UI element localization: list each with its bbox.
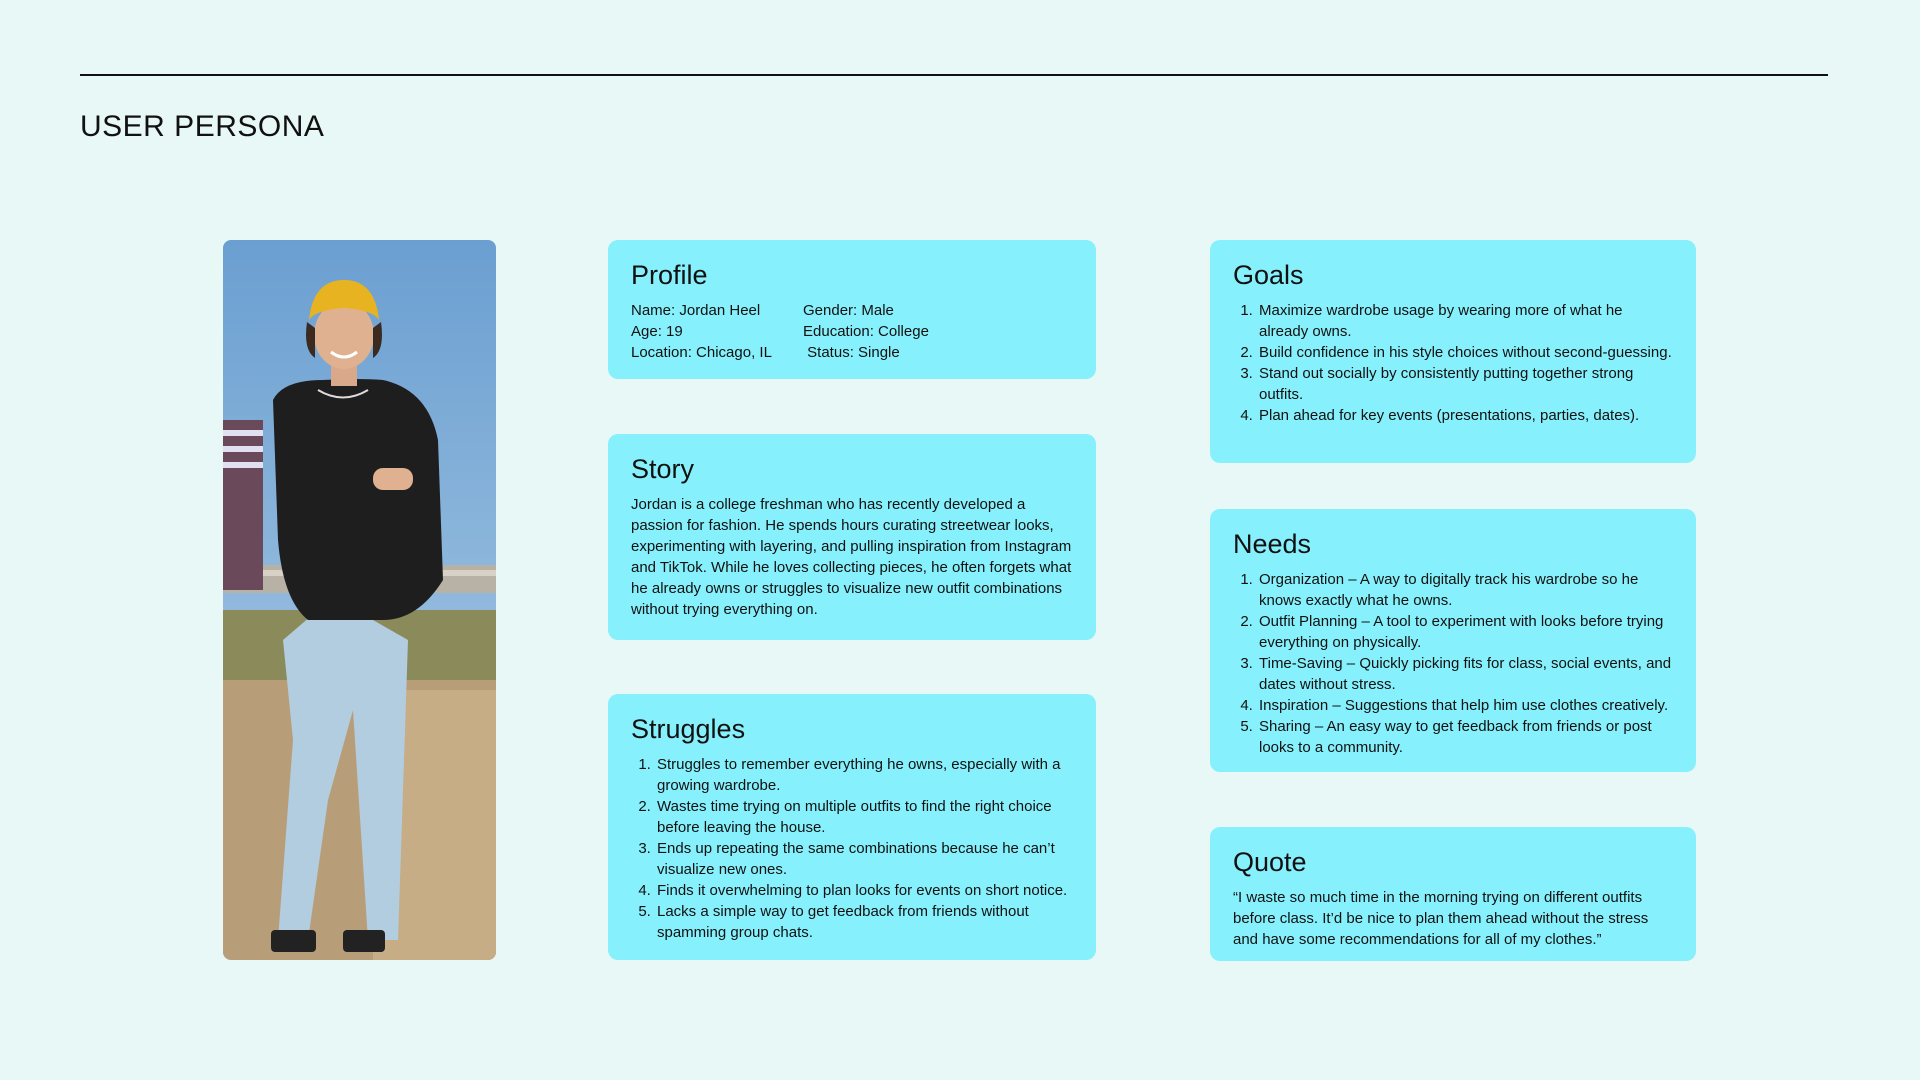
list-item: 1. Organization – A way to digitally track his wardrobe so he knows exactly what he owns.: [1257, 569, 1674, 611]
struggles-title: Struggles: [631, 714, 746, 744]
profile-card: [608, 240, 1096, 379]
list-item: 2. Wastes time trying on multiple outfits to find the right choice before leaving the house.: [655, 796, 1074, 838]
struggles-list: [631, 754, 1074, 943]
list-item: 5. Lacks a simple way to get feedback from friends without spamming group chats.: [655, 901, 1074, 943]
profile-gender: Gender: Male: [803, 302, 894, 319]
profile-status: Status: Single: [803, 344, 900, 361]
profile-title: Profile: [631, 260, 708, 290]
list-item: 3. Ends up repeating the same combinations because he can’t visualize new ones.: [655, 838, 1074, 880]
goals-card: [1210, 240, 1696, 463]
list-item: 1. Maximize wardrobe usage by wearing more of what he already owns.: [1257, 300, 1674, 342]
profile-education: Education: College: [803, 323, 929, 340]
quote-text: “I waste so much time in the morning trying on different outfits before class. It’d be nice to plan them ahead without the stress and have some recommendations for all of my clothes.”: [1233, 889, 1649, 948]
list-item: 3. Stand out socially by consistently putting together strong outfits.: [1257, 363, 1674, 405]
list-item: 1. Struggles to remember everything he owns, especially with a growing wardrobe.: [655, 754, 1074, 796]
list-item: 4. Finds it overwhelming to plan looks for events on short notice.: [655, 880, 1074, 901]
list-item: 4. Inspiration – Suggestions that help him use clothes creatively.: [1257, 695, 1674, 716]
needs-card: [1210, 509, 1696, 772]
page-title: USER PERSONA: [80, 110, 325, 143]
story-text: Jordan is a college freshman who has recently developed a passion for fashion. He spends hours curating streetwear looks, experimenting with layering, and pulling inspiration from Instagram and TikTok. While he loves collecting pieces, he often forgets what he already owns or struggles to visualize new outfit combinations without trying everything on.: [631, 496, 1072, 618]
list-item: 2. Build confidence in his style choices without second-guessing.: [1257, 342, 1674, 363]
quote-card: [1210, 827, 1696, 961]
story-title: Story: [631, 454, 695, 484]
struggles-card: [608, 694, 1096, 960]
persona-photo-illustration: [223, 240, 496, 960]
list-item: 2. Outfit Planning – A tool to experiment with looks before trying everything on physically.: [1257, 611, 1674, 653]
list-item: 5. Sharing – An easy way to get feedback from friends or post looks to a community.: [1257, 716, 1674, 758]
goals-list: [1233, 300, 1674, 426]
goals-title: Goals: [1233, 260, 1304, 290]
needs-list: [1233, 569, 1674, 758]
list-item: 4. Plan ahead for key events (presentations, parties, dates).: [1257, 405, 1674, 426]
persona-photo: [223, 240, 496, 960]
list-item: 3. Time-Saving – Quickly picking fits for class, social events, and dates without stress.: [1257, 653, 1674, 695]
profile-location: Location: Chicago, IL: [631, 344, 772, 361]
profile-name: Name: Jordan Heel: [631, 302, 761, 319]
profile-details: [631, 300, 1074, 363]
profile-age: Age: 19: [631, 323, 683, 340]
needs-title: Needs: [1233, 529, 1312, 559]
quote-title: Quote: [1233, 847, 1307, 877]
story-card: [608, 434, 1096, 640]
header-divider: [80, 74, 1828, 76]
